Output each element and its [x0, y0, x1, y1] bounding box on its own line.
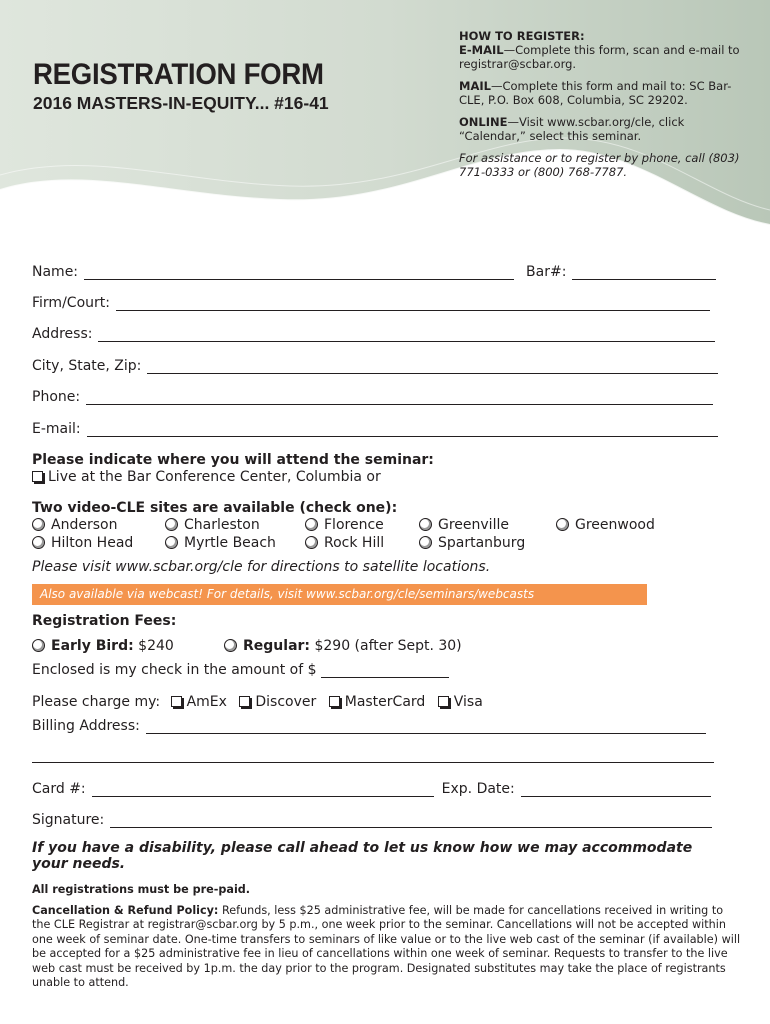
phone-row [32, 389, 713, 405]
billing-label: Billing Address: [32, 718, 140, 734]
online-label: ONLINE [459, 115, 508, 129]
live-option[interactable] [32, 469, 381, 485]
bar-number-field[interactable] [572, 265, 716, 280]
card-number-label: Card #: [32, 781, 86, 797]
signature-label: Signature: [32, 812, 105, 828]
mail-label: MAIL [459, 79, 491, 93]
attend-heading: Please indicate where you will attend the seminar: [32, 452, 434, 468]
address-field[interactable] [98, 327, 715, 342]
mail-instructions: —Complete this form and mail to: SC Bar-CLE, P.O. Box 608, Columbia, SC 29202. [459, 79, 732, 107]
city-field[interactable] [147, 359, 718, 374]
card-label: AmEx [186, 694, 227, 710]
signature-row [32, 812, 712, 828]
regular-option[interactable] [224, 638, 462, 654]
email-instructions: —Complete this form, scan and e-mail to registrar@scbar.org. [459, 43, 740, 71]
card-label: Visa [453, 694, 483, 710]
site-hilton-head[interactable] [32, 535, 133, 551]
billing-field[interactable] [146, 719, 706, 734]
prepaid-note: All registrations must be pre-paid. [32, 883, 251, 896]
charge-label: Please charge my: [32, 694, 161, 710]
card-row [32, 781, 711, 797]
checkbox-icon[interactable] [329, 696, 340, 707]
firm-row [32, 295, 710, 311]
billing-row [32, 718, 706, 734]
fees-heading: Registration Fees: [32, 613, 177, 629]
cancellation-policy [32, 904, 742, 990]
radio-icon[interactable] [32, 518, 45, 531]
webcast-banner: Also available via webcast! For details, visit www.scbar.org/cle/seminars/webcasts [32, 584, 647, 605]
signature-field[interactable] [110, 813, 712, 828]
address-row [32, 326, 715, 342]
card-label: Discover [255, 694, 317, 710]
form-title: REGISTRATION FORM [33, 58, 324, 91]
checkbox-icon[interactable] [32, 471, 43, 482]
site-label: Greenwood [575, 517, 655, 533]
card-mastercard[interactable] [329, 694, 426, 710]
bar-label: Bar#: [526, 264, 567, 280]
regular-amount: $290 (after Sept. 30) [314, 638, 462, 654]
site-florence[interactable] [305, 517, 384, 533]
check-amount-field[interactable] [321, 663, 449, 678]
site-label: Hilton Head [51, 535, 134, 551]
disability-note: If you have a disability, please call ahead to let us know how we may accommodate your needs. [32, 840, 693, 872]
site-myrtle-beach[interactable] [165, 535, 276, 551]
site-label: Rock Hill [324, 535, 385, 551]
charge-row [32, 694, 483, 710]
radio-icon[interactable] [305, 536, 318, 549]
email-row [32, 421, 718, 437]
how-to-register [459, 29, 749, 187]
radio-icon[interactable] [556, 518, 569, 531]
checkbox-icon[interactable] [171, 696, 182, 707]
policy-text: Refunds, less $25 administrative fee, will be made for cancellations received in writing to the CLE Registrar at registrar@scbar.org by 5 p.m., one week prior to the seminar. Cancellations will not be accepted within one week of seminar date. One-time transfers to seminars of like value or to the live web cast of the seminar (if available) will be accepted for a $25 administrative fee in lieu of cancellations within one week of seminar. Requests to transfer to the live web cast must be received by 1p.m. the day prior to the program. Designated substitutes may take the place of registrants unable to attend. [32, 904, 741, 990]
site-label: Spartanburg [438, 535, 526, 551]
site-rock-hill[interactable] [305, 535, 384, 551]
radio-icon[interactable] [419, 536, 432, 549]
card-visa[interactable] [438, 694, 483, 710]
online-instructions: —Visit www.scbar.org/cle, click “Calendar,” select this seminar. [459, 115, 685, 143]
regular-label: Regular: [243, 638, 311, 654]
site-charleston[interactable] [165, 517, 260, 533]
site-label: Anderson [51, 517, 118, 533]
address-label: Address: [32, 326, 93, 342]
card-amex[interactable] [171, 694, 227, 710]
radio-icon[interactable] [165, 536, 178, 549]
form-subtitle: 2016 MASTERS-IN-EQUITY... #16-41 [33, 93, 329, 113]
how-to-heading: HOW TO REGISTER: [459, 29, 585, 43]
check-amount-label: Enclosed is my check in the amount of $ [32, 662, 317, 678]
early-bird-option[interactable] [32, 638, 174, 654]
phone-label: Phone: [32, 389, 81, 405]
billing-field-line-2[interactable] [32, 762, 714, 763]
early-bird-label: Early Bird: [51, 638, 134, 654]
checkbox-icon[interactable] [438, 696, 449, 707]
email-field[interactable] [87, 422, 718, 437]
radio-icon[interactable] [32, 536, 45, 549]
email-label: E-MAIL [459, 43, 504, 57]
early-bird-amount: $240 [138, 638, 174, 654]
radio-icon[interactable] [32, 639, 45, 652]
video-heading: Two video-CLE sites are available (check one): [32, 500, 398, 516]
phone-field[interactable] [86, 390, 713, 405]
radio-icon[interactable] [419, 518, 432, 531]
exp-date-label: Exp. Date: [441, 781, 515, 797]
site-spartanburg[interactable] [419, 535, 525, 551]
city-row [32, 358, 718, 374]
exp-date-field[interactable] [521, 782, 711, 797]
site-greenville[interactable] [419, 517, 509, 533]
card-label: MasterCard [344, 694, 426, 710]
firm-field[interactable] [116, 296, 710, 311]
live-option-label: Live at the Bar Conference Center, Columbia or [48, 469, 381, 485]
radio-icon[interactable] [224, 639, 237, 652]
checkbox-icon[interactable] [239, 696, 250, 707]
name-label: Name: [32, 264, 79, 280]
radio-icon[interactable] [305, 518, 318, 531]
city-label: City, State, Zip: [32, 358, 142, 374]
site-anderson[interactable] [32, 517, 117, 533]
radio-icon[interactable] [165, 518, 178, 531]
name-row [32, 264, 716, 280]
policy-label: Cancellation & Refund Policy: [32, 904, 219, 917]
site-greenwood[interactable] [556, 517, 655, 533]
email-field-label: E-mail: [32, 421, 81, 437]
assistance-note: For assistance or to register by phone, call (803) 771-0333 or (800) 768-7787. [459, 151, 740, 179]
site-label: Charleston [184, 517, 260, 533]
card-number-field[interactable] [92, 782, 434, 797]
check-row [32, 662, 449, 678]
site-label: Greenville [438, 517, 509, 533]
name-field[interactable] [84, 265, 514, 280]
site-label: Myrtle Beach [184, 535, 276, 551]
card-discover[interactable] [239, 694, 316, 710]
directions-note: Please visit www.scbar.org/cle for directions to satellite locations. [32, 559, 491, 575]
site-label: Florence [324, 517, 384, 533]
firm-label: Firm/Court: [32, 295, 110, 311]
